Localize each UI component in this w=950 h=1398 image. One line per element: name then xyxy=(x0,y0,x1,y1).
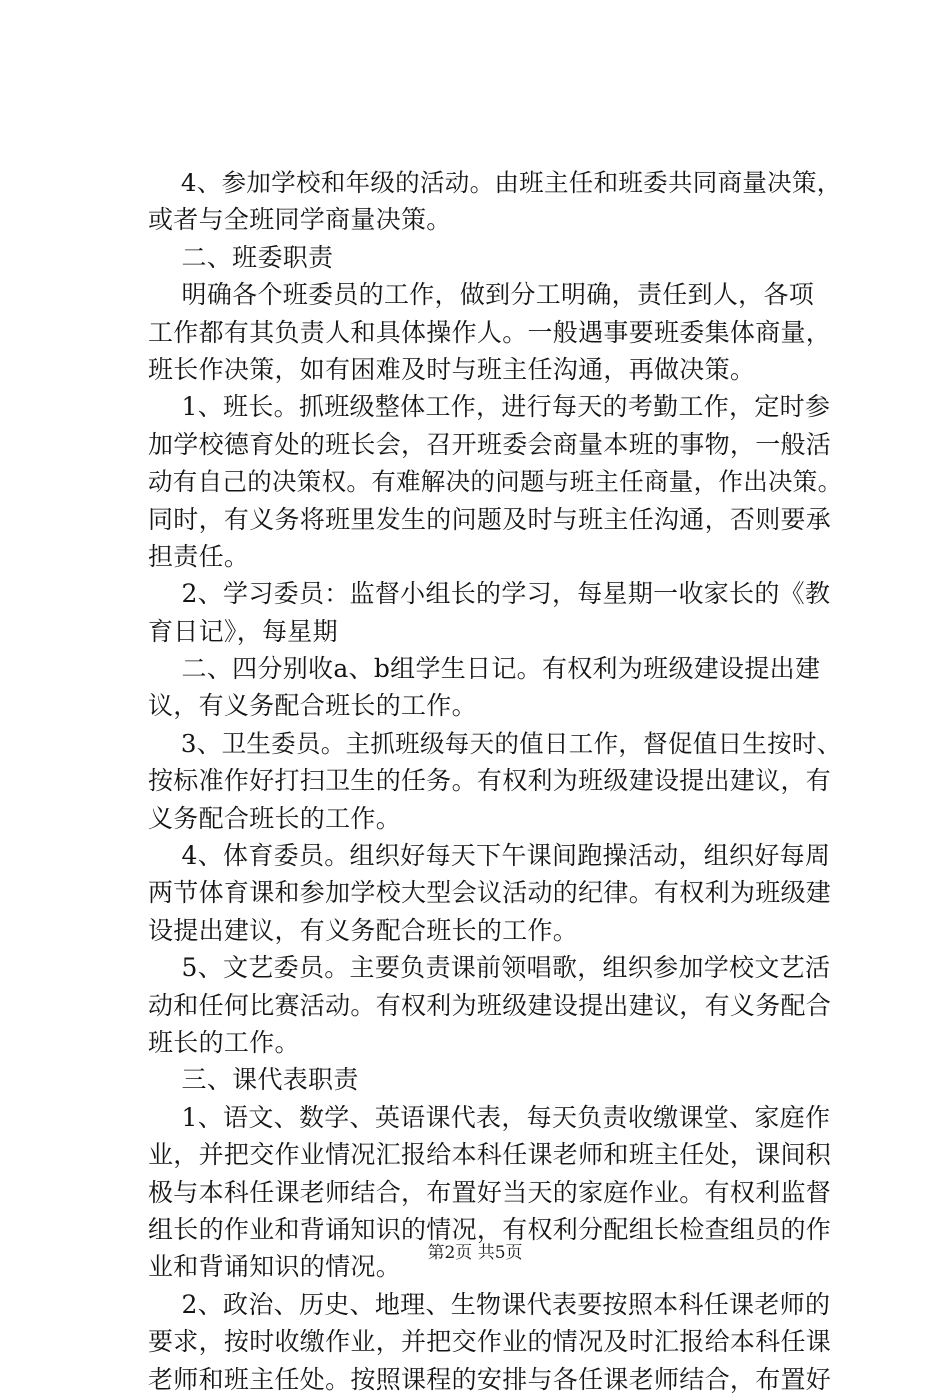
text-line: 按标准作好打扫卫生的任务。有权利为班级建设提出建议，有 xyxy=(148,766,832,796)
text-line: 极与本科任课老师结合，布置好当天的家庭作业。有权利监督 xyxy=(148,1177,832,1207)
text-line: 二、班委职责 xyxy=(148,242,334,272)
text-line: 工作都有其负责人和具体操作人。一般遇事要班委集体商量， xyxy=(148,317,832,347)
text-line: 1、班长。抓班级整体工作，进行每天的考勤工作，定时参 xyxy=(148,392,831,422)
text-line: 要求，按时收缴作业，并把交作业的情况及时汇报给本科任课 xyxy=(148,1327,832,1357)
text-line: 三、课代表职责 xyxy=(148,1065,359,1095)
document-body xyxy=(148,164,843,1398)
text-line: 设提出建议，有义务配合班长的工作。 xyxy=(148,915,579,945)
text-line: 或者与全班同学商量决策。 xyxy=(148,205,452,235)
text-line: 3、卫生委员。主抓班级每天的值日工作，督促值日生按时、 xyxy=(148,728,842,758)
text-line: 两节体育课和参加学校大型会议活动的纪律。有权利为班级建 xyxy=(148,878,832,908)
text-line: 加学校德育处的班长会，召开班委会商量本班的事物，一般活 xyxy=(148,429,832,459)
text-line: 议，有义务配合班长的工作。 xyxy=(148,691,477,721)
text-line: 4、参加学校和年级的活动。由班主任和班委共同商量决策， xyxy=(148,168,842,197)
text-line: 明确各个班委员的工作，做到分工明确，责任到人，各项 xyxy=(148,280,815,310)
text-line: 动有自己的决策权。有难解决的问题与班主任商量，作出决策。 xyxy=(148,467,843,497)
text-line: 育日记》，每星期 xyxy=(148,616,338,646)
text-line: 班长作决策，如有困难及时与班主任沟通，再做决策。 xyxy=(148,354,756,384)
text-line: 组长的作业和背诵知识的情况，有权利分配组长检查组员的作 xyxy=(148,1214,832,1244)
text-line: 2、学习委员：监督小组长的学习，每星期一收家长的《教 xyxy=(148,579,831,609)
text-line: 动和任何比赛活动。有权利为班级建设提出建议，有义务配合 xyxy=(148,990,832,1020)
text-line: 同时，有义务将班里发生的问题及时与班主任沟通，否则要承 xyxy=(148,504,832,534)
text-line: 担责任。 xyxy=(148,541,250,571)
text-line: 业和背诵知识的情况。 xyxy=(148,1252,402,1282)
text-line: 业，并把交作业情况汇报给本科任课老师和班主任处，课间积 xyxy=(148,1140,832,1170)
text-line: 义务配合班长的工作。 xyxy=(148,803,402,833)
text-line: 班长的工作。 xyxy=(148,1027,300,1057)
text-line: 5、文艺委员。主要负责课前领唱歌，组织参加学校文艺活 xyxy=(148,953,831,983)
text-line: 二、四分别收a、b组学生日记。有权利为班级建设提出建 xyxy=(148,654,821,684)
text-line: 4、体育委员。组织好每天下午课间跑操活动，组织好每周 xyxy=(148,841,831,871)
text-line: 老师和班主任处。按照课程的安排与各任课老师结合，布置好 xyxy=(148,1364,832,1394)
text-line: 1、语文、数学、英语课代表，每天负责收缴课堂、家庭作 xyxy=(148,1102,831,1132)
page-footer: 第2页 共5页 xyxy=(427,1243,523,1263)
text-line: 2、政治、历史、地理、生物课代表要按照本科任课老师的 xyxy=(148,1289,831,1319)
